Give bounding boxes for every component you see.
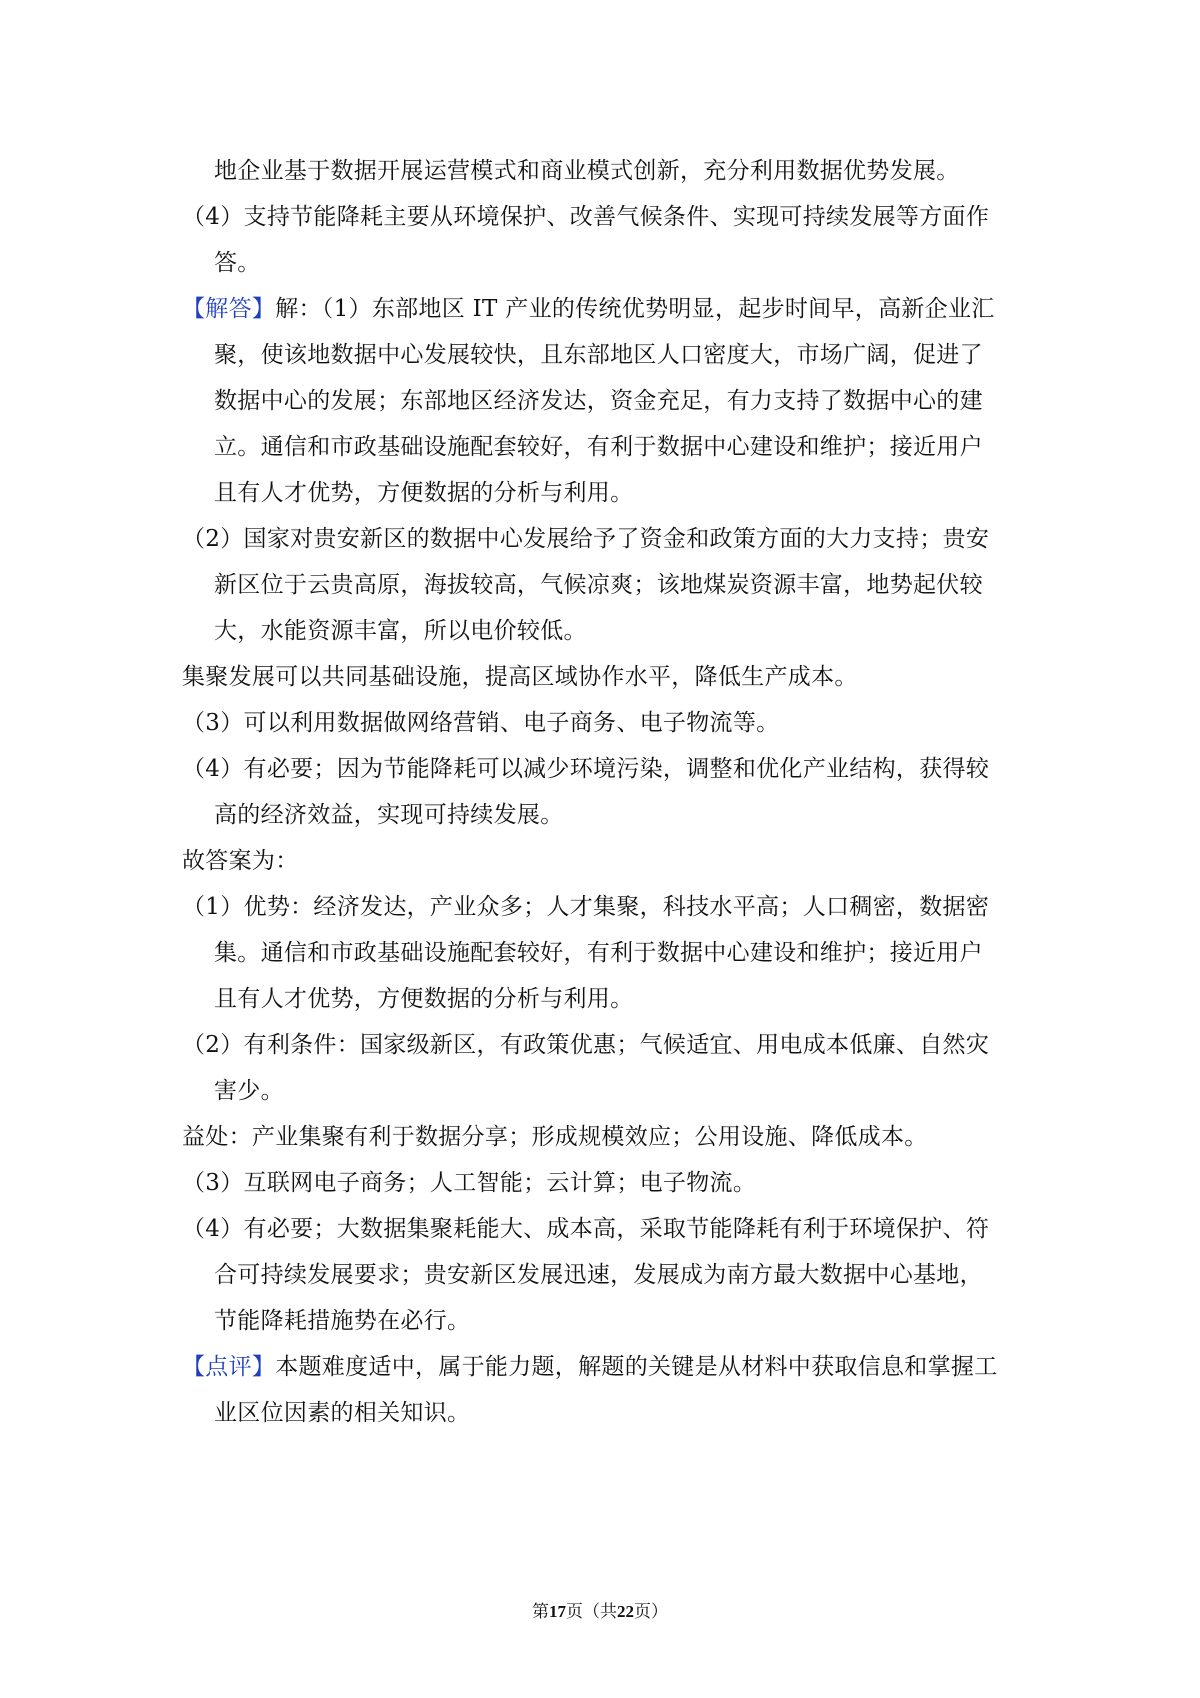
text-line — [182, 470, 1020, 516]
text-line — [182, 1068, 1020, 1114]
line-text: 大，水能资源丰富，所以电价较低。 — [214, 618, 587, 644]
text-line — [182, 930, 1020, 976]
line-text: 立。通信和市政基础设施配套较好，有利于数据中心建设和维护；接近用户 — [214, 434, 983, 460]
text-line — [182, 838, 1020, 884]
current-page-number: 17 — [549, 1602, 566, 1621]
footer-prefix: 第 — [532, 1602, 549, 1622]
line-text: 故答案为： — [182, 848, 299, 874]
line-text: 益处：产业集聚有利于数据分享；形成规模效应；公用设施、降低成本。 — [182, 1124, 928, 1150]
text-line — [182, 976, 1020, 1022]
line-text: 新区位于云贵高原，海拔较高，气候凉爽；该地煤炭资源丰富，地势起伏较 — [214, 572, 983, 598]
text-line — [182, 746, 1020, 792]
text-line — [182, 516, 1020, 562]
line-text: （4）有必要；大数据集聚耗能大、成本高，采取节能降耗有利于环境保护、符 — [182, 1216, 990, 1242]
text-line — [182, 1298, 1020, 1344]
text-line — [182, 792, 1020, 838]
answer-content — [182, 148, 1020, 1436]
line-text: 数据中心的发展；东部地区经济发达，资金充足，有力支持了数据中心的建 — [214, 388, 983, 414]
section-label: 【点评】 — [182, 1354, 276, 1380]
section-label: 【解答】 — [182, 296, 276, 322]
text-line — [182, 884, 1020, 930]
text-line — [182, 654, 1020, 700]
line-text: 地企业基于数据开展运营模式和商业模式创新，充分利用数据优势发展。 — [214, 158, 960, 184]
text-line — [182, 1252, 1020, 1298]
text-line — [182, 1114, 1020, 1160]
text-line — [182, 562, 1020, 608]
line-text: 害少。 — [214, 1078, 284, 1104]
line-text: 集。通信和市政基础设施配套较好，有利于数据中心建设和维护；接近用户 — [214, 940, 983, 966]
total-pages-number: 22 — [617, 1602, 634, 1621]
line-text: 且有人才优势，方便数据的分析与利用。 — [214, 986, 634, 1012]
text-line — [182, 194, 1020, 240]
line-text: 节能降耗措施势在必行。 — [214, 1308, 471, 1334]
line-text: （3）可以利用数据做网络营销、电子商务、电子物流等。 — [182, 710, 780, 736]
text-line — [182, 1206, 1020, 1252]
line-text: 高的经济效益，实现可持续发展。 — [214, 802, 564, 828]
text-line — [182, 286, 1020, 332]
line-text: （1）优势：经济发达，产业众多；人才集聚，科技水平高；人口稠密，数据密 — [182, 894, 990, 920]
text-line — [182, 332, 1020, 378]
text-line — [182, 700, 1020, 746]
text-line — [182, 240, 1020, 286]
footer-middle: 页（共 — [566, 1602, 617, 1622]
line-text: 集聚发展可以共同基础设施，提高区域协作水平，降低生产成本。 — [182, 664, 858, 690]
text-line — [182, 608, 1020, 654]
text-line — [182, 378, 1020, 424]
line-text: 本题难度适中，属于能力题，解题的关键是从材料中获取信息和掌握工 — [275, 1354, 998, 1380]
line-text: （4）支持节能降耗主要从环境保护、改善气候条件、实现可持续发展等方面作 — [182, 204, 990, 230]
line-text: 合可持续发展要求；贵安新区发展迅速，发展成为南方最大数据中心基地， — [214, 1262, 983, 1288]
text-line — [182, 1022, 1020, 1068]
text-line — [182, 1160, 1020, 1206]
line-text: 解：（1）东部地区 IT 产业的传统优势明显，起步时间早，高新企业汇 — [275, 296, 995, 322]
line-text: 答。 — [214, 250, 261, 276]
line-text: （3）互联网电子商务；人工智能；云计算；电子物流。 — [182, 1170, 757, 1196]
line-text: 且有人才优势，方便数据的分析与利用。 — [214, 480, 634, 506]
text-line — [182, 148, 1020, 194]
line-text: （2）有利条件：国家级新区，有政策优惠；气候适宜、用电成本低廉、自然灾 — [182, 1032, 990, 1058]
footer-suffix: 页） — [634, 1602, 668, 1622]
page-footer — [0, 1600, 1200, 1624]
line-text: 聚，使该地数据中心发展较快，且东部地区人口密度大，市场广阔，促进了 — [214, 342, 983, 368]
line-text: （2）国家对贵安新区的数据中心发展给予了资金和政策方面的大力支持；贵安 — [182, 526, 990, 552]
line-text: （4）有必要；因为节能降耗可以减少环境污染，调整和优化产业结构，获得较 — [182, 756, 990, 782]
text-line — [182, 1344, 1020, 1390]
text-line — [182, 424, 1020, 470]
line-text: 业区位因素的相关知识。 — [214, 1400, 471, 1426]
text-line — [182, 1390, 1020, 1436]
